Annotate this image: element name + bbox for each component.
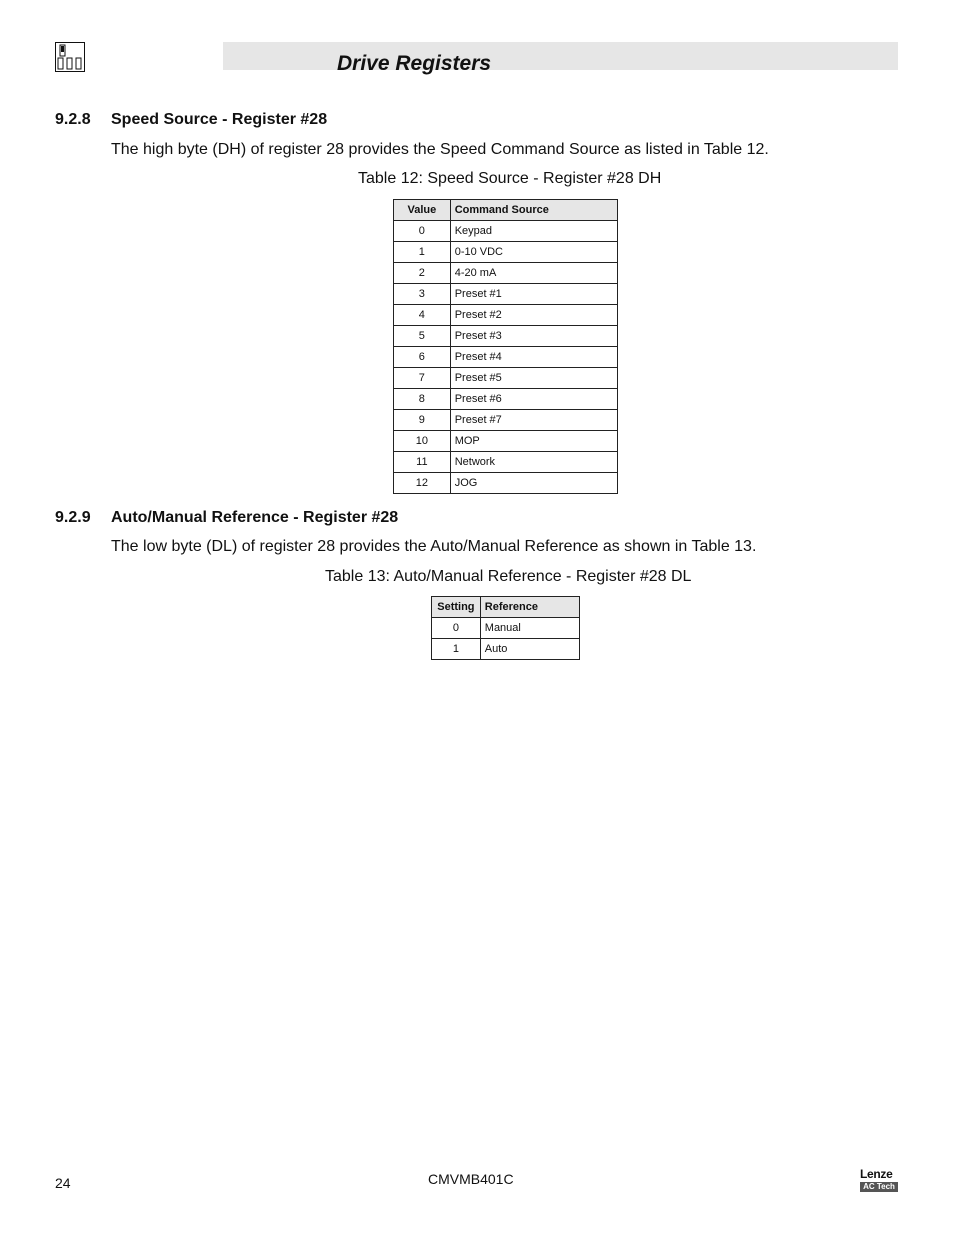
value-cell: 0 xyxy=(394,221,451,242)
table-row xyxy=(394,263,618,284)
table-row xyxy=(394,452,618,473)
column-header: Value xyxy=(394,200,451,221)
command-source-cell: Preset #2 xyxy=(450,305,617,326)
setting-cell: 1 xyxy=(432,639,481,660)
section-title: Auto/Manual Reference - Register #28 xyxy=(111,509,399,526)
column-header: Command Source xyxy=(450,200,617,221)
section-body-text: The high byte (DH) of register 28 provides the Speed Command Source as listed in Table 12. xyxy=(111,141,769,158)
value-cell: 1 xyxy=(394,242,451,263)
table-header-row xyxy=(432,597,580,618)
table-row xyxy=(394,305,618,326)
command-source-cell: Preset #5 xyxy=(450,368,617,389)
command-source-cell: JOG xyxy=(450,473,617,494)
value-cell: 10 xyxy=(394,431,451,452)
command-source-cell: Keypad xyxy=(450,221,617,242)
value-cell: 5 xyxy=(394,326,451,347)
value-cell: 4 xyxy=(394,305,451,326)
header-band xyxy=(223,42,898,70)
table-row xyxy=(432,639,580,660)
auto-manual-table xyxy=(431,596,580,660)
column-header: Reference xyxy=(480,597,579,618)
logo-subtitle: AC Tech xyxy=(860,1182,898,1192)
dip-switch-icon xyxy=(55,42,85,72)
lenze-logo xyxy=(860,1168,900,1192)
table-row xyxy=(394,221,618,242)
section-body-text: The low byte (DL) of register 28 provides the Auto/Manual Reference as shown in Table 13. xyxy=(111,538,757,555)
command-source-cell: Network xyxy=(450,452,617,473)
value-cell: 9 xyxy=(394,410,451,431)
table-row xyxy=(394,326,618,347)
document-id: CMVMB401C xyxy=(428,1171,514,1187)
table-header-row xyxy=(394,200,618,221)
reference-cell: Manual xyxy=(480,618,579,639)
section-number: 9.2.8 xyxy=(55,111,91,128)
section-number: 9.2.9 xyxy=(55,509,91,526)
command-source-cell: 4-20 mA xyxy=(450,263,617,284)
table-row xyxy=(394,347,618,368)
table-row xyxy=(394,284,618,305)
value-cell: 6 xyxy=(394,347,451,368)
value-cell: 7 xyxy=(394,368,451,389)
table-row xyxy=(394,368,618,389)
command-source-cell: Preset #6 xyxy=(450,389,617,410)
value-cell: 11 xyxy=(394,452,451,473)
table-row xyxy=(394,389,618,410)
table-row xyxy=(432,618,580,639)
value-cell: 3 xyxy=(394,284,451,305)
table-row xyxy=(394,473,618,494)
speed-source-table xyxy=(393,199,618,494)
table-caption: Table 12: Speed Source - Register #28 DH xyxy=(358,170,662,187)
command-source-cell: Preset #3 xyxy=(450,326,617,347)
logo-wordmark: Lenze xyxy=(860,1167,893,1181)
table-caption: Table 13: Auto/Manual Reference - Register #28 DL xyxy=(325,568,692,585)
command-source-cell: Preset #7 xyxy=(450,410,617,431)
command-source-cell: MOP xyxy=(450,431,617,452)
section-title: Speed Source - Register #28 xyxy=(111,111,328,128)
table-row xyxy=(394,431,618,452)
column-header: Setting xyxy=(432,597,481,618)
reference-cell: Auto xyxy=(480,639,579,660)
setting-cell: 0 xyxy=(432,618,481,639)
value-cell: 2 xyxy=(394,263,451,284)
value-cell: 12 xyxy=(394,473,451,494)
table-row xyxy=(394,410,618,431)
value-cell: 8 xyxy=(394,389,451,410)
page-number: 24 xyxy=(55,1175,71,1191)
command-source-cell: 0-10 VDC xyxy=(450,242,617,263)
command-source-cell: Preset #1 xyxy=(450,284,617,305)
command-source-cell: Preset #4 xyxy=(450,347,617,368)
table-row xyxy=(394,242,618,263)
page-title: Drive Registers xyxy=(337,52,492,75)
